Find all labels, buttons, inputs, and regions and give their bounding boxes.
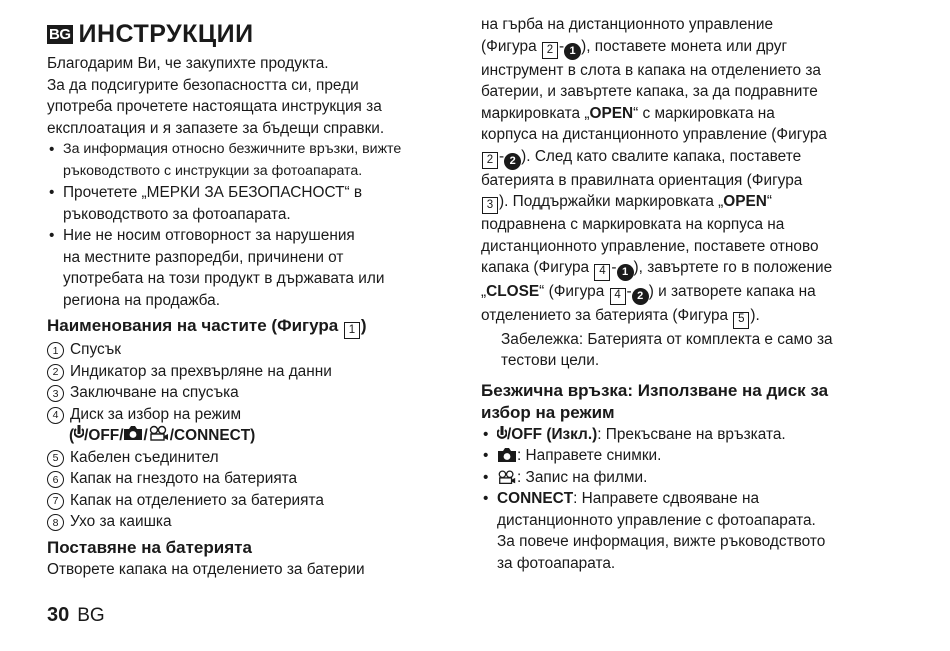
mode-label: /OFF (Изкл.) [507, 425, 598, 443]
wireless-heading-line: избор на режим [481, 402, 615, 422]
circled-number: 8 [47, 514, 64, 531]
power-icon [74, 425, 84, 441]
intro-line: За да подсигурите безопасността си, преди [47, 76, 359, 94]
mode-desc-line: За повече информация, вижте ръководството [497, 533, 826, 550]
circled-number: 5 [47, 450, 64, 467]
intro-paragraph [47, 53, 467, 139]
circled-number: 4 [47, 407, 64, 424]
page-number [47, 604, 105, 627]
part-name: Заключване на спусъка [70, 384, 239, 402]
list-item [47, 339, 467, 361]
list-item [47, 490, 467, 512]
parts-heading [47, 315, 467, 339]
mode-label: CONNECT [497, 490, 574, 507]
dial-modes-line [47, 425, 467, 447]
step-badge: 2 [504, 153, 521, 170]
movie-icon [497, 469, 517, 485]
note-line: Забележка: Батерията от комплекта е само за [501, 330, 833, 348]
bullet-line: • Ние не носим отговорност за нарушения [63, 227, 355, 244]
paren: ) [250, 427, 256, 445]
connect-label: /CONNECT [169, 427, 251, 445]
bullet-line: ръководството за фотоапарата. [63, 205, 291, 223]
part-name: Кабелен съединител [70, 448, 219, 466]
paren: ( [69, 427, 75, 445]
text-line: подравнена с маркировката на корпуса на [481, 216, 785, 234]
mode-desc: : Направете сдвояване на [573, 490, 760, 507]
text-line: маркировката „OPEN“ с маркировката на [481, 104, 775, 122]
circled-number: 2 [47, 364, 64, 381]
modes-list [481, 424, 911, 575]
intro-line: употреба прочетете настоящата инструкция за [47, 98, 382, 115]
part-name: Капак на отделението за батерията [70, 491, 324, 509]
separator: / [119, 427, 124, 445]
bullet-line: • Прочетете „МЕРКИ ЗА БЕЗОПАСНОСТ“ в [63, 184, 363, 201]
parts-heading-text: Наименования на частите (Фигура [47, 316, 339, 335]
list-item [481, 424, 911, 446]
step-badge: 1 [564, 43, 581, 60]
language-badge: BG [49, 26, 71, 43]
power-icon [497, 426, 507, 442]
figure-box: 2 [542, 42, 558, 59]
right-column [481, 14, 911, 574]
bullet-line: употребата на този продукт в държавата или [63, 270, 385, 287]
parts-heading-end: ) [360, 316, 367, 335]
circled-number: 7 [47, 493, 64, 510]
wireless-heading-line: Безжична връзка: Използване на диск за [481, 380, 829, 400]
figure-box: 5 [733, 312, 749, 329]
parts-list [47, 339, 467, 533]
bullet-line: • За информация относно безжичните връзки, вижте [63, 141, 402, 157]
left-column [47, 14, 467, 580]
circled-number: 1 [47, 342, 64, 359]
text-line: батерии, и завъртете капака, за да подравните [481, 83, 818, 100]
text-line: дистанционното управление, поставете отново [481, 237, 819, 255]
camera-icon [497, 447, 517, 463]
text-line: инструмент в слота в капака на отделението за [481, 61, 821, 79]
part-name: Ухо за каишка [70, 513, 172, 531]
list-item [47, 225, 467, 311]
page-language: BG [77, 605, 105, 626]
figure-box: 2 [482, 152, 498, 169]
movie-icon [148, 425, 170, 441]
bullet-line: на местните разпоредби, причинени от [63, 248, 344, 266]
text-line: капака (Фигура 4 - 1 ), завъртете го в положение [481, 257, 911, 281]
wireless-heading [481, 380, 911, 424]
separator: / [143, 427, 148, 445]
list-item [481, 467, 911, 489]
circled-number: 6 [47, 471, 64, 488]
part-name: Диск за избор на режим [70, 405, 242, 423]
intro-line: Благодарим Ви, че закупихте продукта. [47, 55, 329, 72]
intro-line: експлоатация и я запазете за бъдещи справки. [47, 119, 385, 137]
text-line: на гърба на дистанционното управление [481, 16, 774, 33]
list-item [47, 468, 467, 490]
step-badge: 2 [632, 288, 649, 305]
part-name: Капак на гнездото на батерията [70, 470, 298, 488]
mode-desc-line: за фотоапарата. [497, 554, 616, 572]
off-label: /OFF [84, 427, 120, 445]
step-badge: 1 [617, 264, 634, 281]
page-title [47, 20, 467, 49]
page-number-value: 30 [47, 604, 70, 626]
mode-desc: : Направете снимки. [517, 447, 662, 464]
battery-heading: Поставяне на батерията [47, 537, 252, 557]
list-item [47, 361, 467, 383]
part-name: Индикатор за прехвърляне на данни [70, 362, 332, 380]
figure-box: 3 [482, 197, 498, 214]
title-text: ИНСТРУКЦИИ [78, 20, 254, 48]
text-line: 2 - 2 ). След като свалите капака, поставете [481, 146, 911, 170]
figure-box: 4 [610, 288, 626, 305]
camera-icon [123, 425, 143, 441]
list-item [47, 382, 467, 404]
text-line: „CLOSE“ (Фигура 4 - 2 ) и затворете капака на [481, 281, 911, 305]
bullet-line: ръководството с инструкции за фотоапарата. [63, 162, 363, 179]
note-line: тестови цели. [501, 352, 600, 369]
mode-desc: : Запис на филми. [517, 468, 648, 486]
list-item [47, 182, 467, 225]
list-item [47, 511, 467, 533]
text-line: (Фигура 2 - 1 ), поставете монета или друг [481, 36, 911, 60]
list-item [481, 488, 911, 574]
list-item [481, 445, 911, 467]
list-item [47, 404, 467, 426]
text-line: 3 ). Поддържайки маркировката „OPEN“ [481, 191, 911, 214]
mode-desc: : Прекъсване на връзката. [597, 425, 786, 443]
list-item [47, 447, 467, 469]
notes-list [47, 139, 467, 311]
text-line: корпуса на дистанционното управление (Фигура [481, 126, 827, 143]
circled-number: 3 [47, 385, 64, 402]
figure-box: 1 [344, 322, 360, 339]
battery-text: Отворете капака на отделението за батерии [47, 560, 365, 578]
text-line: отделението за батерията (Фигура 5 ). [481, 305, 911, 328]
bullet-line: региона на продажба. [63, 291, 220, 309]
mode-desc-line: дистанционното управление с фотоапарата. [497, 511, 816, 529]
part-name: Спусък [70, 341, 122, 359]
figure-box: 4 [594, 264, 610, 281]
text-line: батерията в правилната ориентация (Фигура [481, 171, 803, 189]
list-item [47, 139, 467, 182]
